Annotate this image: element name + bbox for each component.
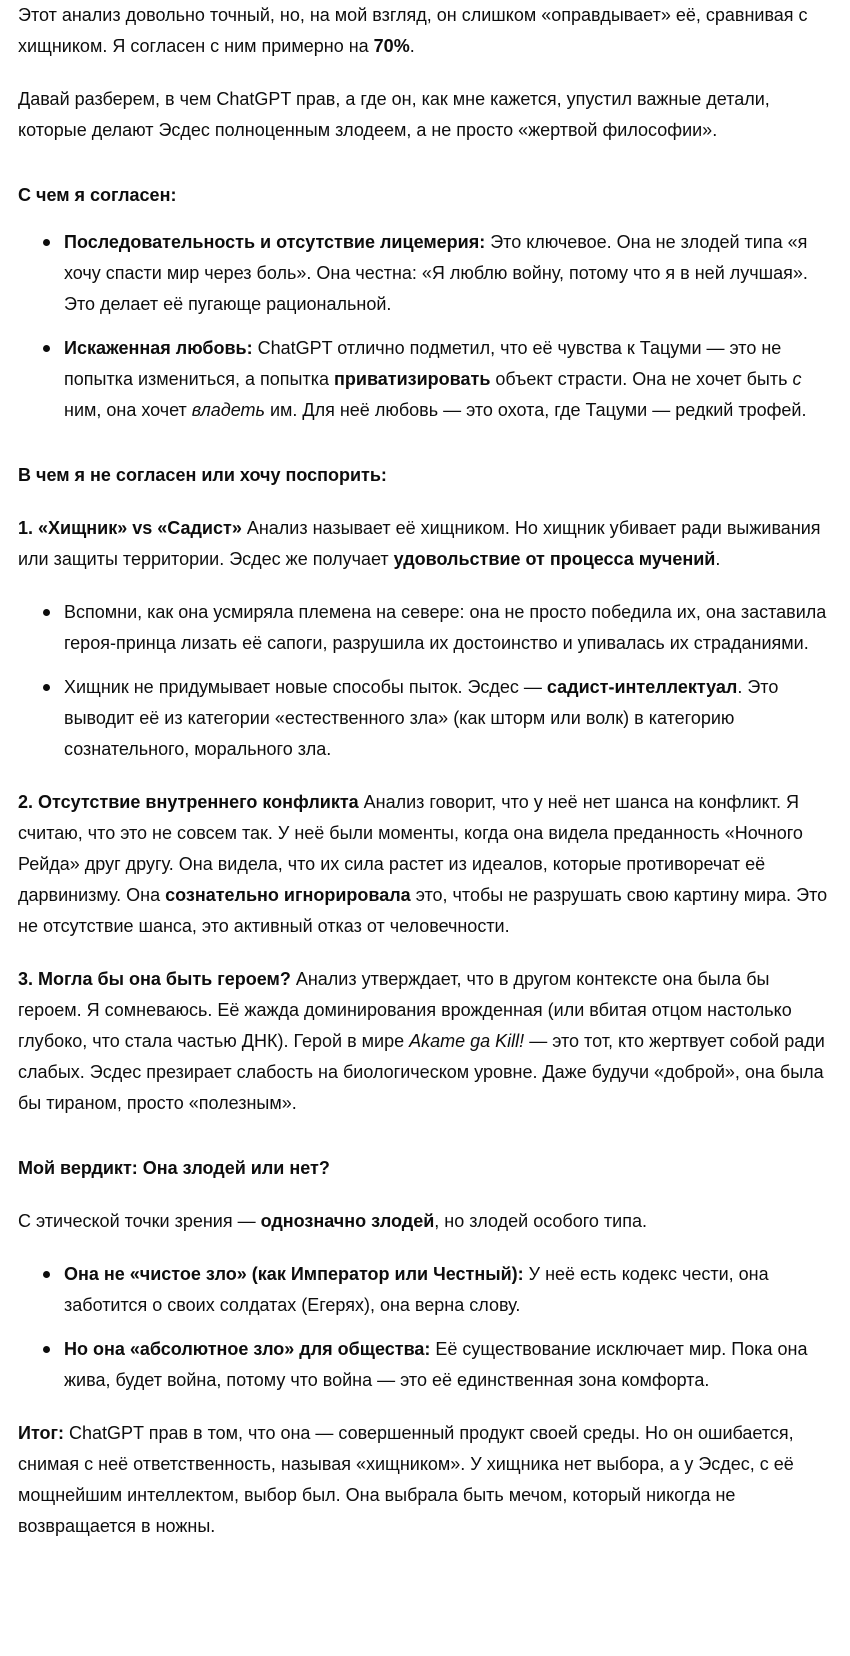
section-heading — [18, 460, 832, 491]
text-run: объект страсти. Она не хочет быть — [490, 369, 793, 389]
paragraph — [18, 84, 832, 146]
text-run: Мой вердикт: Она злодей или нет? — [18, 1158, 330, 1178]
paragraph — [18, 0, 832, 62]
text-run: Но она «абсолютное зло» для общества: — [64, 1339, 436, 1359]
list-item — [64, 1259, 832, 1321]
text-run: 70% — [373, 36, 410, 56]
text-run: сознательно игнорировала — [165, 885, 411, 905]
list-item — [64, 597, 832, 659]
text-run: . — [409, 36, 415, 56]
text-run: У неё есть кодекс чести, она заботится о своих солдатах (Егерях), она верна слову. — [64, 1264, 769, 1315]
text-run: — это тот, кто жертвует собой ради слабых. Эсдес презирает слабость на биологическом уровне. Даже будучи «доброй», она была бы тираном, просто «полезным». — [18, 1031, 825, 1113]
text-run: владеть — [191, 400, 265, 420]
text-run: садист-интеллектуал — [546, 677, 738, 697]
text-run: 2. Отсутствие внутреннего конфликта — [18, 792, 364, 812]
text-run: ним, она хочет — [64, 400, 192, 420]
text-run: 3. Могла бы она быть героем? — [18, 969, 296, 989]
text-run: Итог: — [18, 1423, 70, 1443]
text-run: Akame ga Kill! — [409, 1031, 525, 1051]
text-run: В чем я не согласен или хочу поспорить: — [18, 465, 387, 485]
text-run: Анализ утверждает, что в другом контексте она была бы героем. Я сомневаюсь. Её жажда доминирования врожденная (или вбитая отцом настолько глубоко, что стала частью ДНК). Герой в мире — [18, 969, 792, 1051]
list-item — [64, 672, 832, 765]
text-run: ChatGPT отлично подметил, что её чувства к Тацуми — это не попытка измениться, а попытка — [64, 338, 782, 389]
text-run: ChatGPT прав в том, что она — совершенный продукт своей среды. Но он ошибается, снимая с неё ответственность, называя «хищником». У хищника нет выбора, а у Эсдес, с её мощнейшим интеллектом, выбор был. Она выбрала быть мечом, который никогда не возвращается в ножны. — [18, 1423, 794, 1536]
bullet-list — [18, 227, 832, 426]
text-run: приватизировать — [334, 369, 491, 389]
text-run: Её существование исключает мир. Пока она жива, будет война, потому что война — это её единственная зона комфорта. — [64, 1339, 808, 1390]
paragraph — [18, 787, 832, 942]
paragraph — [18, 964, 832, 1119]
paragraph — [18, 1418, 832, 1542]
text-run: Давай разберем, в чем ChatGPT прав, а где он, как мне кажется, упустил важные детали, которые делают Эсдес полноценным злодеем, а не просто «жертвой философии». — [18, 89, 770, 140]
text-run: Последовательность и отсутствие лицемерия: — [64, 232, 491, 252]
text-run: удовольствие от процесса мучений — [393, 549, 716, 569]
text-run: с — [792, 369, 802, 389]
list-item — [64, 333, 832, 426]
paragraph — [18, 1206, 832, 1237]
bullet-list — [18, 597, 832, 765]
text-run: Это ключевое. Она не злодей типа «я хочу спасти мир через боль». Она честна: «Я люблю войну, потому что я в ней лучшая». Это делает её пугающе рациональной. — [64, 232, 808, 314]
list-item — [64, 227, 832, 320]
text-run: Анализ называет её хищником. Но хищник убивает ради выживания или защиты территории. Эсдес же получает — [18, 518, 821, 569]
text-run: однозначно злодей — [260, 1211, 435, 1231]
text-run: Анализ говорит, что у неё нет шанса на конфликт. Я считаю, что это не совсем так. У неё были моменты, когда она видела преданность «Ночного Рейда» друг другу. Она видела, что их сила растет из идеалов, которые противоречат её дарвинизму. Она — [18, 792, 803, 905]
text-run: Этот анализ довольно точный, но, на мой взгляд, он слишком «оправдывает» её, сравнивая с хищником. Я согласен с ним примерно на — [18, 5, 808, 56]
text-run: . — [715, 549, 721, 569]
text-run: С чем я согласен: — [18, 185, 177, 205]
text-run: Искаженная любовь: — [64, 338, 258, 358]
text-run: С этической точки зрения — — [18, 1211, 261, 1231]
text-run: Она не «чистое зло» (как Император или Честный): — [64, 1264, 529, 1284]
text-run: Вспомни, как она усмиряла племена на севере: она не просто победила их, она заставила героя-принца лизать её сапоги, разрушила их достоинство и упивалась их страданиями. — [64, 602, 827, 653]
text-run: это, чтобы не разрушать свою картину мира. Это не отсутствие шанса, это активный отказ от человечности. — [18, 885, 828, 936]
text-run: им. Для неё любовь — это охота, где Тацуми — редкий трофей. — [264, 400, 807, 420]
list-item — [64, 1334, 832, 1396]
bullet-list — [18, 1259, 832, 1396]
text-run: . Это выводит её из категории «естественного зла» (как шторм или волк) в категорию сознательного, морального зла. — [64, 677, 779, 759]
section-heading — [18, 1153, 832, 1184]
text-run: , но злодей особого типа. — [434, 1211, 647, 1231]
paragraph — [18, 513, 832, 575]
text-run: 1. «Хищник» vs «Садист» — [18, 518, 247, 538]
text-run: Хищник не придумывает новые способы пыток. Эсдес — — [64, 677, 547, 697]
section-heading — [18, 180, 832, 211]
